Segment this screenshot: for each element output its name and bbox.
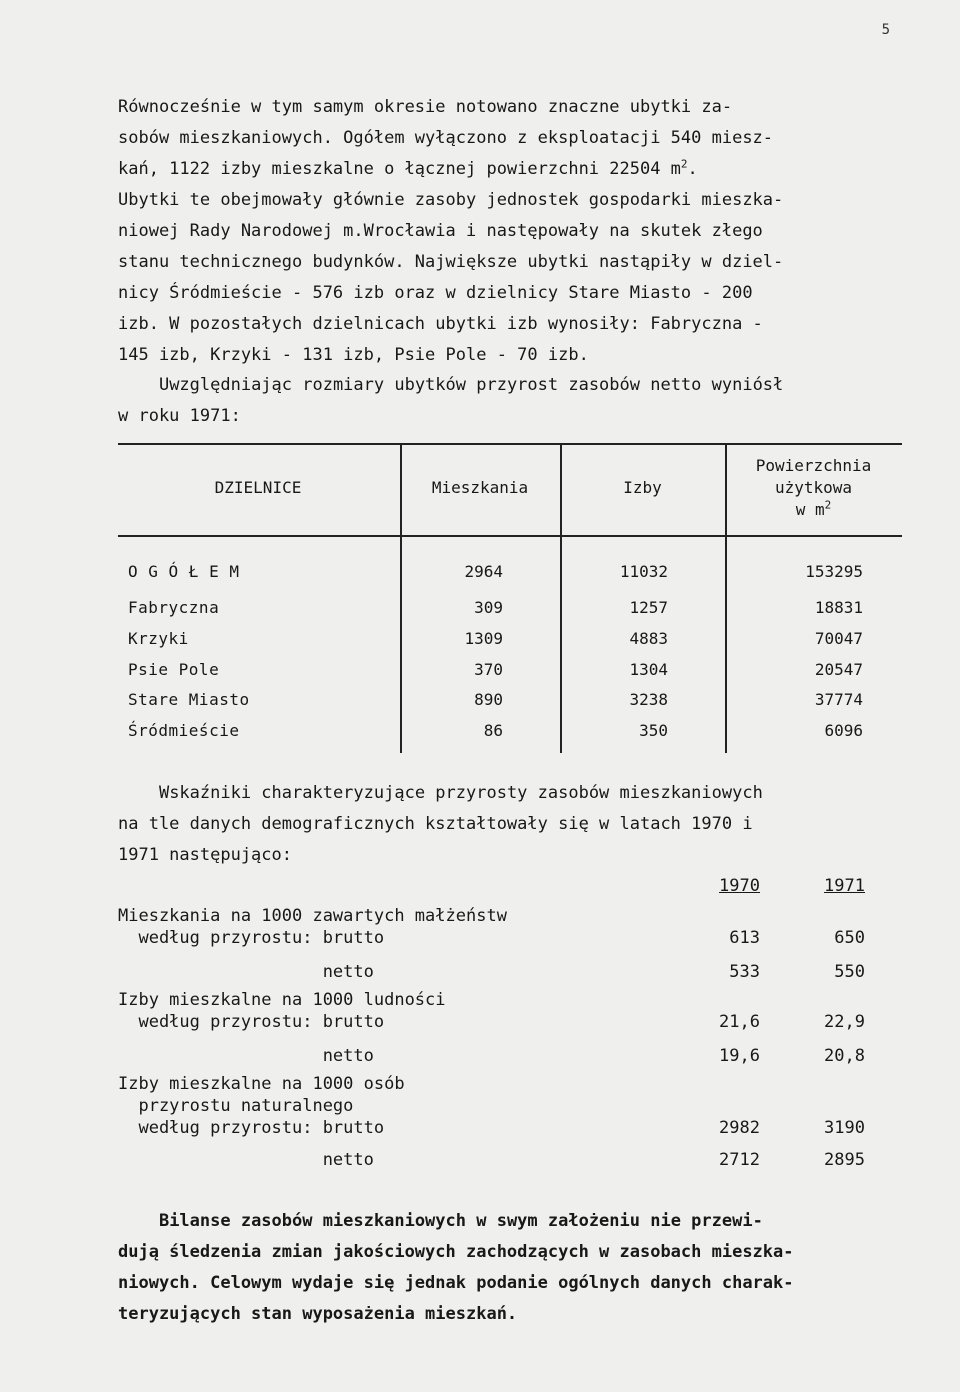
table-cell-area: 6096 xyxy=(824,721,863,740)
header-area-unit: w m xyxy=(795,500,825,519)
indicator-label: netto xyxy=(118,1150,374,1170)
indicator-label: Izby mieszkalne na 1000 ludności xyxy=(118,990,446,1010)
table-cell-district: Fabryczna xyxy=(128,598,220,617)
table-cell-rooms: 1257 xyxy=(629,598,668,617)
paragraph-losses xyxy=(118,92,908,371)
table-cell-area: 153295 xyxy=(805,562,863,581)
indicator-label: netto xyxy=(118,962,374,982)
paragraph-net-growth-intro: Uwzględniając rozmiary ubytków przyrost zasobów netto wyniósł w roku 1971: xyxy=(118,375,784,426)
table-cell-rooms: 11032 xyxy=(619,562,668,581)
table-header-rule xyxy=(118,535,902,537)
table-cell-district: Psie Pole xyxy=(128,660,220,679)
indicator-label: według przyrostu: brutto xyxy=(118,928,385,948)
table-cell-area: 37774 xyxy=(814,690,863,709)
table-cell-flats: 2964 xyxy=(464,562,503,581)
paragraph-quality-note: Bilanse zasobów mieszkaniowych w swym założeniu nie przewi- dują śledzenia zmian jakościowych zachodzących w zasobach mieszka- niowych. Celowym wydaje się jednak podanie ogólnych danych charak- teryzujących stan wyposażenia mieszkań. xyxy=(118,1211,794,1324)
header-area-line2: użytkowa xyxy=(774,478,853,497)
table-cell-flats: 309 xyxy=(474,598,503,617)
header-area-line1: Powierzchnia xyxy=(755,456,872,475)
indicator-label: Izby mieszkalne na 1000 osób xyxy=(118,1074,405,1094)
year-1970-header: 1970 xyxy=(719,876,760,896)
indicator-row xyxy=(118,960,878,984)
table-cell-rooms: 3238 xyxy=(629,690,668,709)
indicator-value-1971: 3190 xyxy=(824,1118,865,1138)
table-cell-area: 18831 xyxy=(814,598,863,617)
table-cell-area: 70047 xyxy=(814,629,863,648)
paragraph-losses-part-a: Równocześnie w tym samym okresie notowano znaczne ubytki za- sobów mieszkaniowych. Ogółem wyłączono z eksploatacji 540 miesz- kań, 1122 izby mieszkalne o łącznej powierzchni 22504 m xyxy=(118,97,774,179)
table-cell-district: Śródmieście xyxy=(128,721,240,740)
indicator-value-1970: 2982 xyxy=(719,1118,760,1138)
indicator-row xyxy=(118,926,878,950)
indicator-label: przyrostu naturalnego xyxy=(118,1096,354,1116)
indicator-row xyxy=(118,1116,878,1140)
table-cell-flats: 370 xyxy=(474,660,503,679)
page-number: 5 xyxy=(881,22,890,38)
indicator-value-1971: 22,9 xyxy=(824,1012,865,1032)
indicator-row xyxy=(118,1148,878,1172)
indicator-value-1970: 19,6 xyxy=(719,1046,760,1066)
table-top-rule xyxy=(118,443,902,445)
indicator-row xyxy=(118,1072,878,1096)
header-flats: Mieszkania xyxy=(431,478,529,497)
table-cell-flats: 1309 xyxy=(464,629,503,648)
table-cell-rooms: 350 xyxy=(639,721,668,740)
header-area-line3 xyxy=(725,499,902,521)
indicator-row xyxy=(118,904,878,928)
header-district: DZIELNICE xyxy=(214,478,302,497)
indicators-header-row xyxy=(118,874,878,898)
indicator-value-1970: 21,6 xyxy=(719,1012,760,1032)
indicator-value-1971: 2895 xyxy=(824,1150,865,1170)
indicator-row xyxy=(118,1094,878,1118)
area-unit-superscript: 2 xyxy=(680,157,688,171)
header-area-sup: 2 xyxy=(824,498,832,512)
table-cell-area: 20547 xyxy=(814,660,863,679)
indicator-label: netto xyxy=(118,1046,374,1066)
indicator-value-1970: 2712 xyxy=(719,1150,760,1170)
district-table xyxy=(118,443,902,753)
paragraph-indicators-intro: Wskaźniki charakteryzujące przyrosty zasobów mieszkaniowych na tle danych demograficznych kształtowały się w latach 1970 i 1971 następująco: xyxy=(118,783,763,865)
indicator-value-1971: 550 xyxy=(834,962,865,982)
year-1971-header: 1971 xyxy=(824,876,865,896)
indicator-value-1970: 533 xyxy=(729,962,760,982)
table-cell-rooms: 4883 xyxy=(629,629,668,648)
indicator-row xyxy=(118,1010,878,1034)
table-cell-district: Krzyki xyxy=(128,629,189,648)
table-cell-rooms: 1304 xyxy=(629,660,668,679)
indicator-label: Mieszkania na 1000 zawartych małżeństw xyxy=(118,906,507,926)
header-rooms: Izby xyxy=(623,478,662,497)
indicator-row xyxy=(118,1044,878,1068)
table-cell-flats: 890 xyxy=(474,690,503,709)
indicator-row xyxy=(118,988,878,1012)
indicators-table xyxy=(118,874,878,1174)
indicator-label: według przyrostu: brutto xyxy=(118,1118,385,1138)
indicator-label: według przyrostu: brutto xyxy=(118,1012,385,1032)
indicator-value-1971: 20,8 xyxy=(824,1046,865,1066)
indicator-value-1971: 650 xyxy=(834,928,865,948)
header-area xyxy=(725,455,902,521)
table-cell-district: Stare Miasto xyxy=(128,690,250,709)
indicator-value-1970: 613 xyxy=(729,928,760,948)
paragraph-losses-part-b: . Ubytki te obejmowały głównie zasoby jednostek gospodarki mieszka- niowej Rady Narodowej m.Wrocławia i następowały na skutek złego stanu technicznego budynków. Największe ubytki nastąpiły w dziel- nicy Śródmieście - 576 izb oraz w dzielnicy Stare Miasto - 200 izb. W pozostałych dzielnicach ubytki izb wynosiły: Fabryczna - 145 izb, Krzyki - 131 izb, Psie Pole - 70 izb. xyxy=(118,159,784,365)
table-cell-district: O G Ó Ł E M xyxy=(128,562,240,581)
table-cell-flats: 86 xyxy=(483,721,503,740)
